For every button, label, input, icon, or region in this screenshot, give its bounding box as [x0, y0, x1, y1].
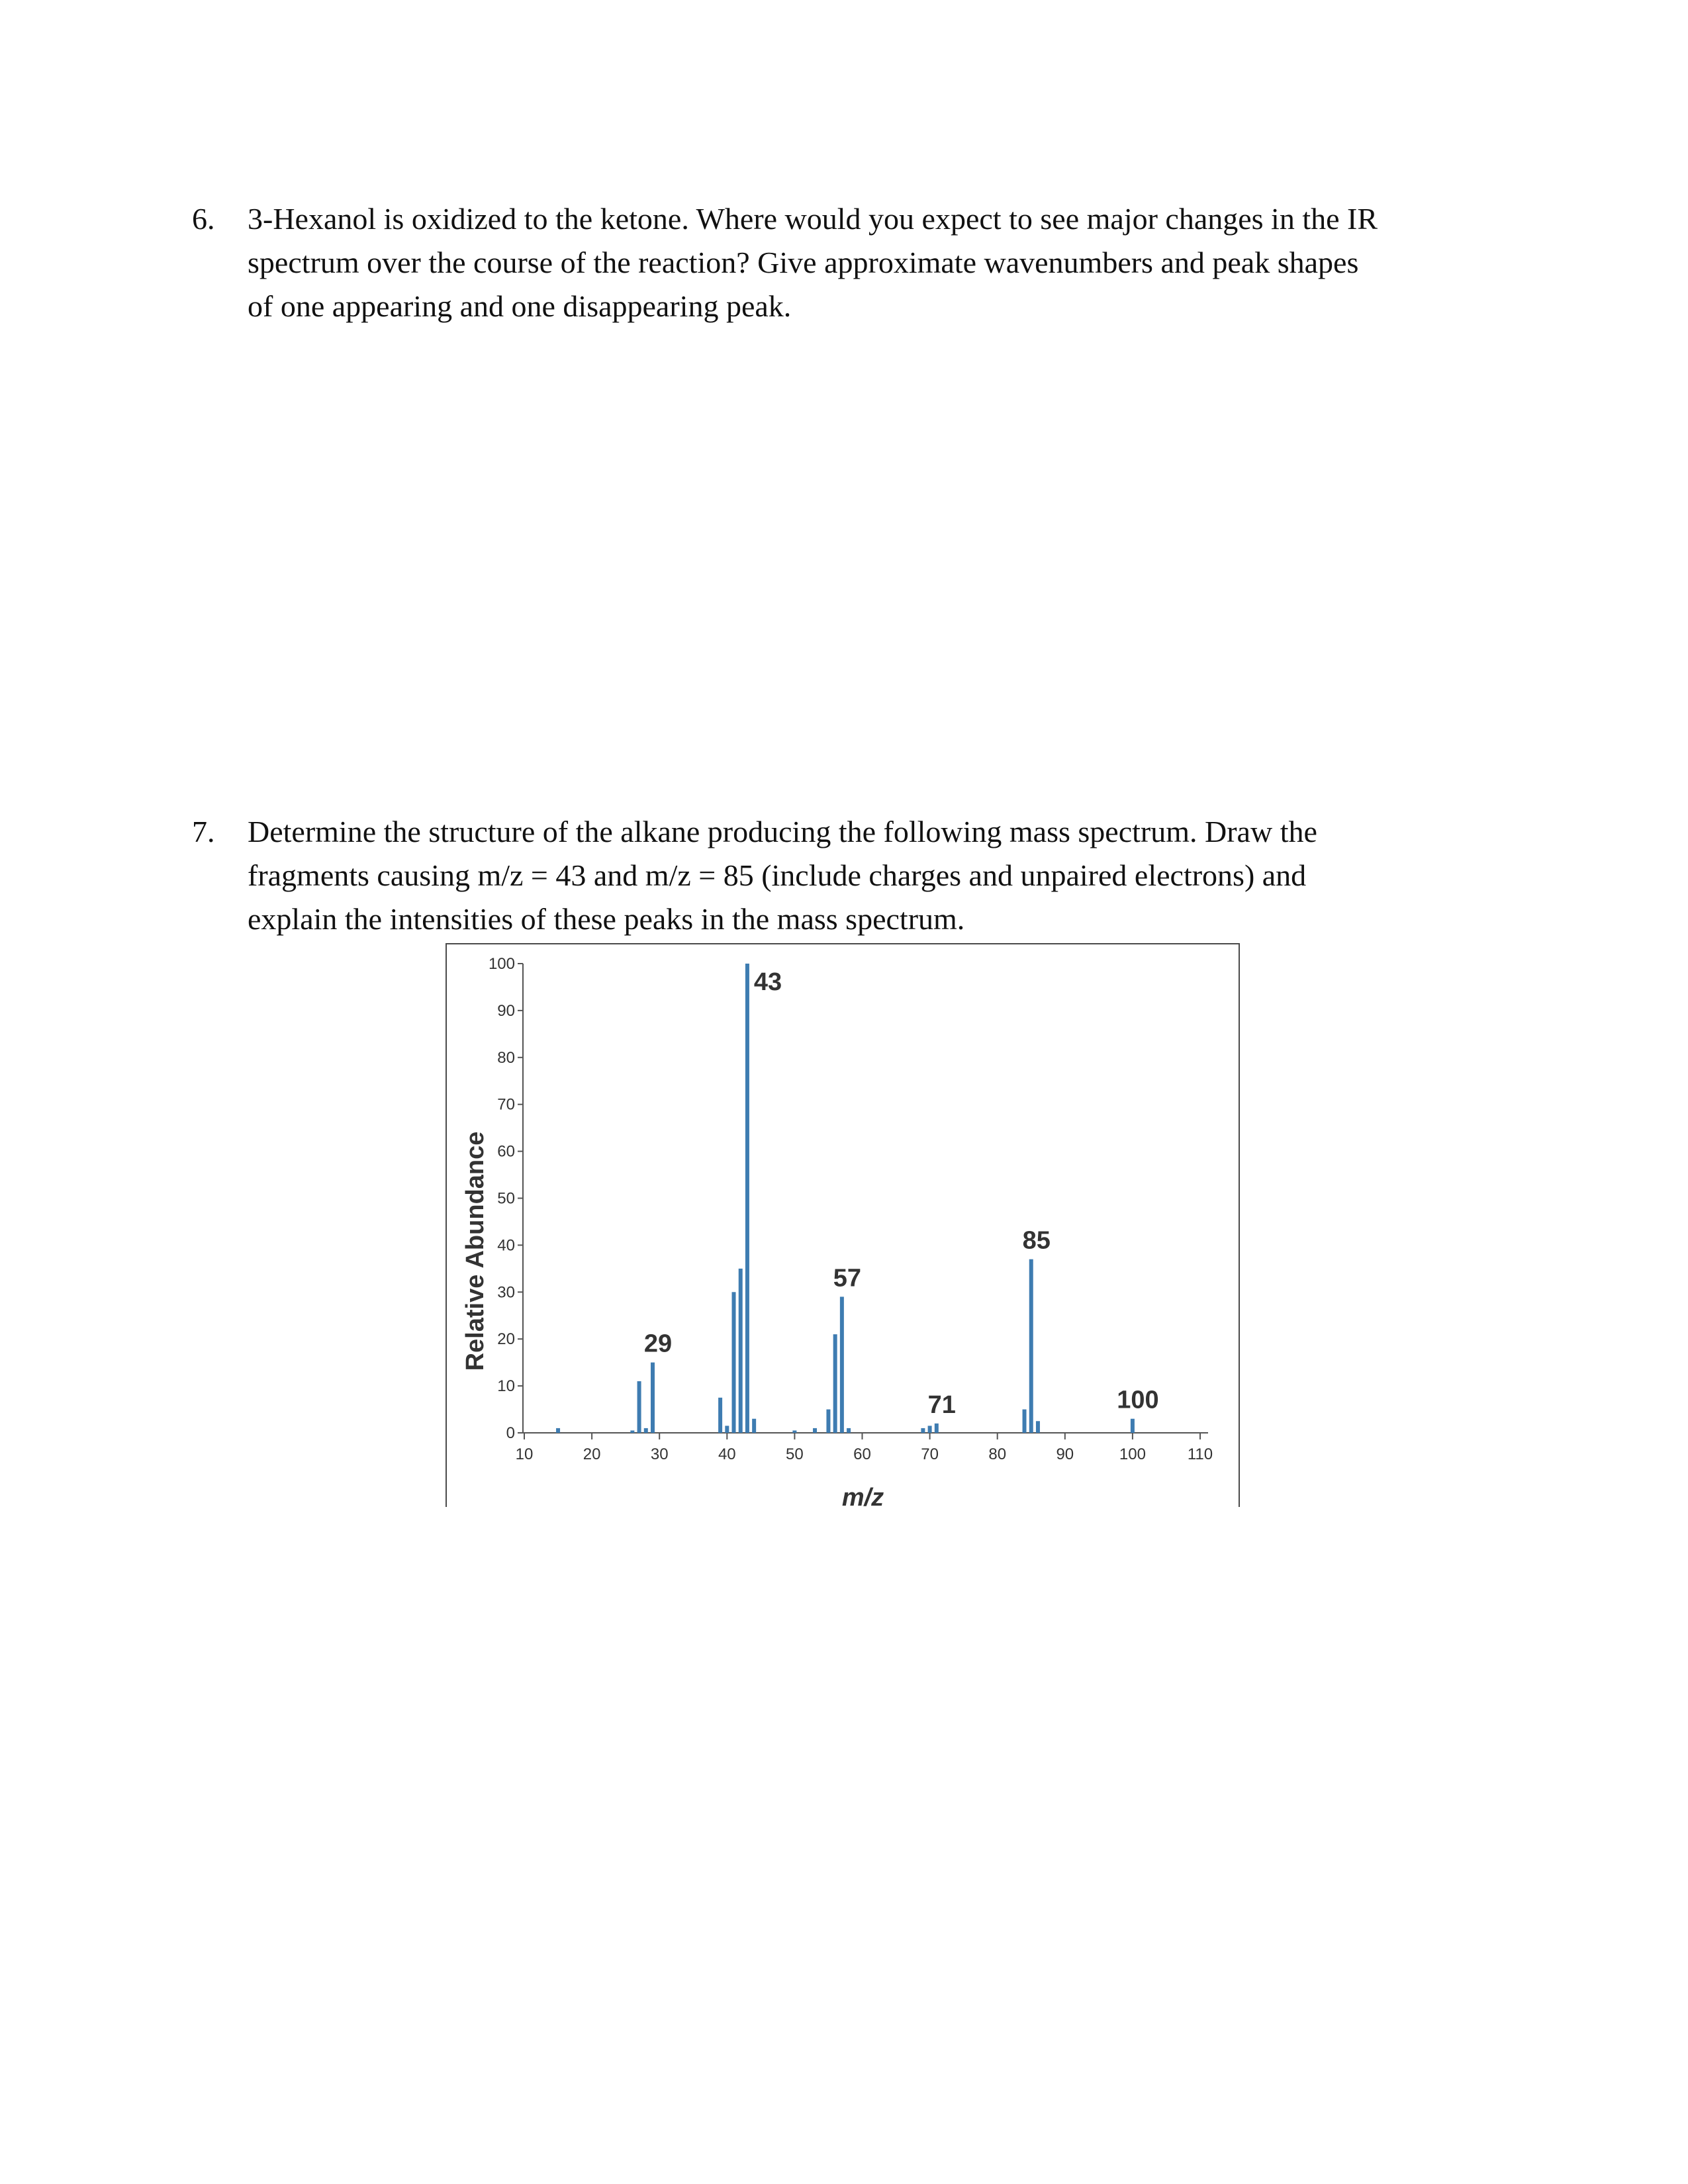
- x-tick-label: 10: [515, 1445, 534, 1463]
- peak-bar-69: [921, 1428, 925, 1433]
- y-tick-label: 40: [497, 1236, 515, 1255]
- peak-bar-28: [644, 1428, 648, 1433]
- peak-bar-40: [725, 1426, 729, 1433]
- peak-bar-26: [630, 1430, 634, 1433]
- peak-bar-41: [732, 1292, 736, 1433]
- y-tick-label: 30: [497, 1283, 515, 1302]
- x-tick-label: 100: [1119, 1445, 1146, 1463]
- peak-bar-42: [739, 1269, 743, 1433]
- x-tick-label: 110: [1187, 1445, 1213, 1463]
- peak-bar-100: [1131, 1419, 1135, 1433]
- question-6: [192, 197, 1503, 328]
- peak-bar-43: [745, 964, 749, 1433]
- y-axis-title: Relative Abundance: [461, 1131, 489, 1371]
- peak-bar-55: [826, 1410, 830, 1433]
- x-tick-label: 70: [921, 1445, 939, 1463]
- peak-label-71: 71: [927, 1390, 956, 1419]
- peak-bar-39: [718, 1398, 722, 1433]
- x-tick-label: 20: [583, 1445, 601, 1463]
- peak-label-57: 57: [833, 1264, 862, 1293]
- peak-label-100: 100: [1117, 1386, 1159, 1414]
- peak-bar-70: [928, 1426, 932, 1433]
- x-tick-label: 60: [853, 1445, 871, 1463]
- peak-bar-86: [1036, 1421, 1040, 1433]
- peak-bar-84: [1023, 1410, 1027, 1433]
- y-tick-label: 10: [497, 1377, 515, 1396]
- peak-bar-71: [935, 1424, 939, 1433]
- x-tick-label: 90: [1056, 1445, 1074, 1463]
- peak-label-43: 43: [753, 968, 782, 996]
- peak-bar-29: [651, 1363, 655, 1433]
- y-tick-label: 100: [488, 955, 515, 973]
- y-tick-label: 20: [497, 1330, 515, 1349]
- y-tick-label: 60: [497, 1142, 515, 1161]
- peak-bar-15: [556, 1428, 560, 1433]
- y-tick-label: 80: [497, 1048, 515, 1067]
- peak-label-29: 29: [643, 1330, 673, 1358]
- x-tick-label: 50: [786, 1445, 804, 1463]
- peak-bar-85: [1029, 1259, 1033, 1433]
- mass-spectrum-chart: [447, 944, 1239, 1507]
- x-axis-title: m/z: [841, 1484, 884, 1507]
- peak-bar-53: [813, 1428, 817, 1433]
- peak-bar-58: [847, 1428, 851, 1433]
- question-6-number: 6.: [192, 202, 215, 236]
- y-tick-label: 90: [497, 1001, 515, 1020]
- peak-bar-44: [752, 1419, 756, 1433]
- y-tick-label: 50: [497, 1189, 515, 1208]
- y-tick-label: 0: [506, 1424, 515, 1442]
- peak-bar-57: [840, 1297, 844, 1433]
- question-6-text: 3-Hexanol is oxidized to the ketone. Where would you expect to see major changes in the IR spectrum over the course of the reaction? Give approximate wavenumbers and peak shapes of one appearing and one disappearing peak.: [248, 202, 1378, 323]
- x-tick-label: 40: [718, 1445, 736, 1463]
- peak-label-85: 85: [1022, 1226, 1051, 1255]
- x-tick-label: 80: [988, 1445, 1007, 1463]
- peak-bar-50: [792, 1430, 796, 1433]
- mass-spectrum-figure: [445, 943, 1240, 1507]
- peak-bar-27: [637, 1381, 641, 1433]
- question-7-text: Determine the structure of the alkane producing the following mass spectrum. Draw the fragments causing m/z = 43 and m/z = 85 (include charges and unpaired electrons) and explain the intensities of these peaks in the mass spectrum.: [248, 815, 1317, 936]
- x-tick-label: 30: [650, 1445, 669, 1463]
- question-7: [192, 810, 1503, 941]
- y-tick-label: 70: [497, 1095, 515, 1114]
- peak-bar-56: [833, 1334, 837, 1433]
- question-7-number: 7.: [192, 815, 215, 848]
